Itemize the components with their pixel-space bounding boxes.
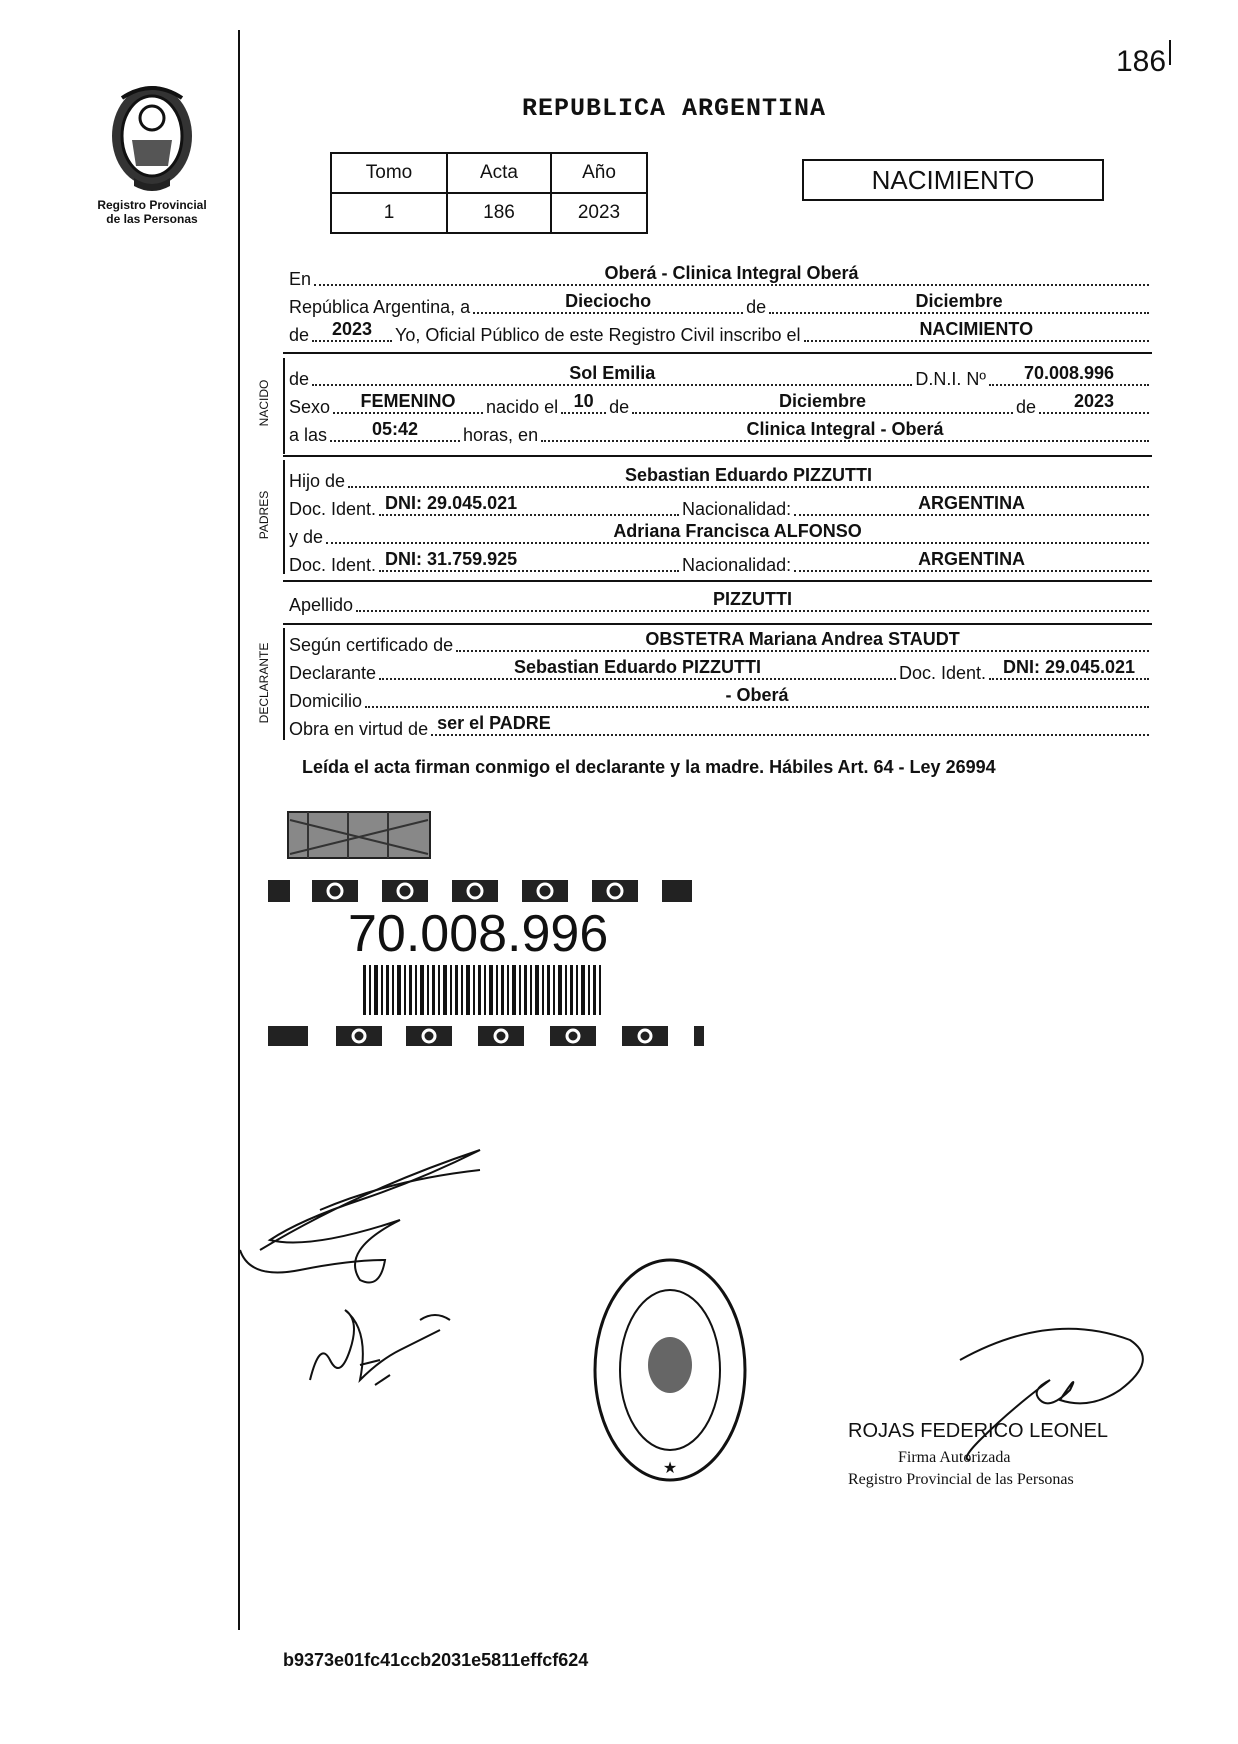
father-doc-value: DNI: 29.045.021 [385, 493, 518, 513]
mother-name-value: Adriana Francisca ALFONSO [613, 521, 862, 541]
mother-signature [300, 1290, 480, 1400]
nacido-section-label: NACIDO [257, 379, 271, 427]
row-en [289, 264, 1152, 290]
birth-de-label-2: de [1015, 397, 1036, 417]
padres-bracket [283, 460, 285, 574]
declarante-doc-value: DNI: 29.045.021 [1002, 657, 1136, 677]
sexo-value: FEMENINO [360, 391, 456, 411]
y-de-label: y de [289, 527, 324, 547]
register-value-row [331, 193, 647, 233]
year-value: 2023 [332, 319, 373, 339]
republica-label: República Argentina, a [289, 297, 471, 317]
declarante-value: Sebastian Eduardo PIZZUTTI [513, 657, 762, 677]
signer-name: ROJAS FEDERICO LEONEL [848, 1420, 1109, 1442]
father-nat-label: Nacionalidad: [682, 499, 792, 519]
inscribo-value: NACIMIENTO [919, 319, 1034, 339]
sticker-dni-number: 70.008.996 [348, 905, 609, 963]
register-header-row [331, 153, 647, 193]
row-hora [289, 420, 1152, 446]
logo-caption-line1: Registro Provincial [97, 198, 207, 212]
separator-4 [283, 623, 1152, 625]
acta-value: 186 [447, 193, 551, 233]
logo-caption-line2: de las Personas [106, 212, 198, 226]
yo-label: Yo, Oficial Público de este Registro Civil inscribo el [395, 325, 801, 345]
declarante-label: Declarante [289, 663, 377, 683]
mother-nationality-value: ARGENTINA [918, 549, 1026, 569]
domicilio-value: - Oberá [725, 685, 789, 705]
signer-title-1: Firma Autorizada [898, 1449, 1011, 1466]
child-dni-value: 70.008.996 [1023, 363, 1115, 383]
separator-3 [283, 580, 1152, 582]
row-hijo-de [289, 466, 1152, 492]
de-label: de [746, 297, 767, 317]
nacido-bracket [283, 358, 285, 454]
birth-de-label: de [609, 397, 630, 417]
birth-time-value: 05:42 [372, 419, 419, 439]
declarante-section-label: DECLARANTE [257, 642, 271, 724]
document-hash: b9373e01fc41ccb2031e5811effcf624 [283, 1650, 589, 1670]
nacido-de-label: de [289, 369, 310, 389]
misiones-coat-of-arms-logo [92, 78, 212, 198]
signer-title-2: Registro Provincial de las Personas [848, 1471, 1074, 1488]
row-mother-doc [289, 550, 1152, 576]
apellido-value: PIZZUTTI [713, 589, 793, 609]
birth-day-value: 10 [573, 391, 594, 411]
logo-caption [84, 198, 220, 226]
a-las-label: a las [289, 425, 328, 445]
father-nationality-value: ARGENTINA [918, 493, 1026, 513]
row-y-de [289, 522, 1152, 548]
domicilio-label: Domicilio [289, 691, 363, 711]
birth-place-value: Clinica Integral - Oberá [746, 419, 944, 439]
row-apellido [289, 590, 1152, 616]
horas-label: horas, en [463, 425, 539, 445]
row-declarante [289, 658, 1152, 684]
dni-label: D.N.I. Nº [915, 369, 986, 389]
sexo-label: Sexo [289, 397, 331, 417]
right-margin-line [1169, 40, 1171, 65]
cert-label: Según certificado de [289, 635, 454, 655]
declarante-doc-label: Doc. Ident. [898, 663, 986, 683]
ano-header: Año [551, 153, 647, 193]
hijo-de-label: Hijo de [289, 471, 346, 491]
declarante-bracket [283, 628, 285, 740]
obra-value: ser el PADRE [437, 713, 551, 733]
separator-2 [283, 455, 1152, 457]
row-republica [289, 292, 1152, 318]
father-name-value: Sebastian Eduardo PIZZUTTI [625, 465, 873, 485]
month-value: Diciembre [915, 291, 1003, 311]
mother-nat-label: Nacionalidad: [682, 555, 792, 575]
cert-value: OBSTETRA Mariana Andrea STAUDT [645, 629, 960, 649]
row-year [289, 320, 1152, 346]
row-nacido-name [289, 364, 1152, 390]
ano-value: 2023 [551, 193, 647, 233]
registry-stamp [590, 1255, 750, 1485]
en-label: En [289, 269, 312, 289]
row-father-doc [289, 494, 1152, 520]
record-type-box: NACIMIENTO [802, 159, 1104, 201]
page-number: 186 [1116, 45, 1167, 78]
en-value: Oberá - Clinica Integral Oberá [604, 263, 859, 283]
mother-doc-label: Doc. Ident. [289, 555, 377, 575]
day-value: Dieciocho [565, 291, 652, 311]
row-obra [289, 714, 1152, 740]
padres-section-label: PADRES [257, 490, 271, 540]
child-name-value: Sol Emilia [569, 363, 656, 383]
left-margin-line [238, 30, 240, 1630]
tomo-value: 1 [331, 193, 447, 233]
apellido-label: Apellido [289, 595, 354, 615]
separator-1 [283, 352, 1152, 354]
row-domicilio [289, 686, 1152, 712]
de2-label: de [289, 325, 310, 345]
acta-header: Acta [447, 153, 551, 193]
register-table [330, 152, 648, 234]
obra-label: Obra en virtud de [289, 719, 429, 739]
svg-text:★: ★ [662, 1460, 678, 1477]
mother-doc-value: DNI: 31.759.925 [385, 549, 518, 569]
tomo-header: Tomo [331, 153, 447, 193]
closing-note: Leída el acta firman conmigo el declarante y la madre. Hábiles Art. 64 - Ley 26994 [302, 757, 996, 777]
row-sexo [289, 392, 1152, 418]
row-certificado [289, 630, 1152, 656]
nacido-el-label: nacido el [486, 397, 559, 417]
birth-month-value: Diciembre [779, 391, 867, 411]
father-doc-label: Doc. Ident. [289, 499, 377, 519]
birth-year-value: 2023 [1073, 391, 1115, 411]
dni-sticker [268, 810, 718, 1060]
country-title: REPUBLICA ARGENTINA [522, 94, 827, 123]
